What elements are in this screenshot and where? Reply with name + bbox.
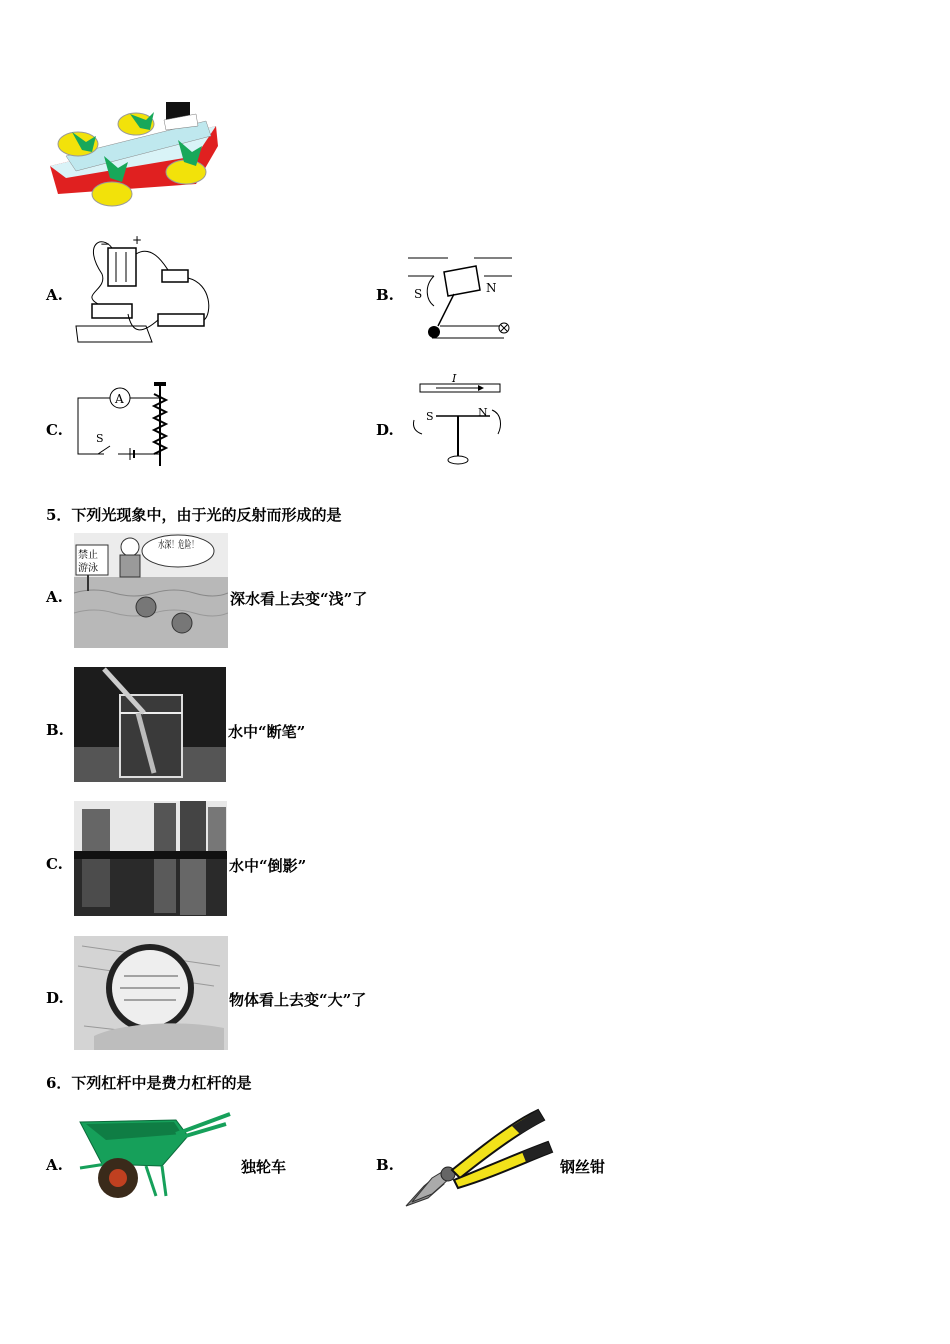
q5-option-c-text: 水中“倒影” xyxy=(229,857,307,875)
q4-option-a-label[interactable]: A. xyxy=(46,286,63,304)
q4-option-c-label[interactable]: C. xyxy=(46,421,63,439)
speech-bubble-text: 水深！危险！ xyxy=(158,540,218,551)
sign-text-2: 游泳 xyxy=(78,563,98,574)
q4-option-d-diagram xyxy=(406,370,506,468)
q6-option-a-image xyxy=(76,1110,232,1202)
needle-north-label: N xyxy=(478,406,488,419)
svg-text:+: + xyxy=(132,234,143,247)
q5-option-b-text: 水中“断笔” xyxy=(228,723,306,741)
sign-text-1: 禁止 xyxy=(78,550,98,561)
south-pole-label: S xyxy=(414,287,423,301)
boat-toy-image xyxy=(46,96,226,211)
q6-option-a-text: 独轮车 xyxy=(241,1158,287,1176)
switch-label: S xyxy=(96,432,104,445)
q6-option-b-image xyxy=(402,1106,554,1208)
q4-option-b-label[interactable]: B. xyxy=(376,286,394,304)
q4-option-d-label[interactable]: D. xyxy=(376,421,394,439)
q5-option-b-image xyxy=(74,667,226,782)
q5-option-a-image xyxy=(74,533,228,648)
needle-south-label: S xyxy=(426,410,434,423)
q5-option-d-label[interactable]: D. xyxy=(46,989,64,1007)
q5-option-c-image xyxy=(74,801,227,916)
q5-question: 5．下列光现象中，由于光的反射而形成的是 xyxy=(46,506,342,524)
svg-text:−: − xyxy=(100,237,111,251)
north-pole-label: N xyxy=(486,281,497,295)
q5-option-a-label[interactable]: A. xyxy=(46,588,63,606)
q5-option-d-image xyxy=(74,936,228,1050)
q4-option-a-diagram xyxy=(72,234,222,346)
q6-question: 6．下列杠杆中是费力杠杆的是 xyxy=(46,1074,252,1092)
q6-option-a-label[interactable]: A. xyxy=(46,1156,63,1174)
q5-option-c-label[interactable]: C. xyxy=(46,855,63,873)
current-label: I xyxy=(452,372,457,385)
q6-option-b-text: 钢丝钳 xyxy=(560,1158,606,1176)
q4-option-c-diagram xyxy=(74,378,174,470)
q5-option-b-label[interactable]: B. xyxy=(46,721,64,739)
q5-option-a-text: 深水看上去变“浅”了 xyxy=(230,590,368,608)
q6-option-b-label[interactable]: B. xyxy=(376,1156,394,1174)
q5-option-d-text: 物体看上去变“大”了 xyxy=(229,991,367,1009)
ammeter-label: A xyxy=(115,392,124,406)
q4-option-b-diagram xyxy=(404,246,516,346)
